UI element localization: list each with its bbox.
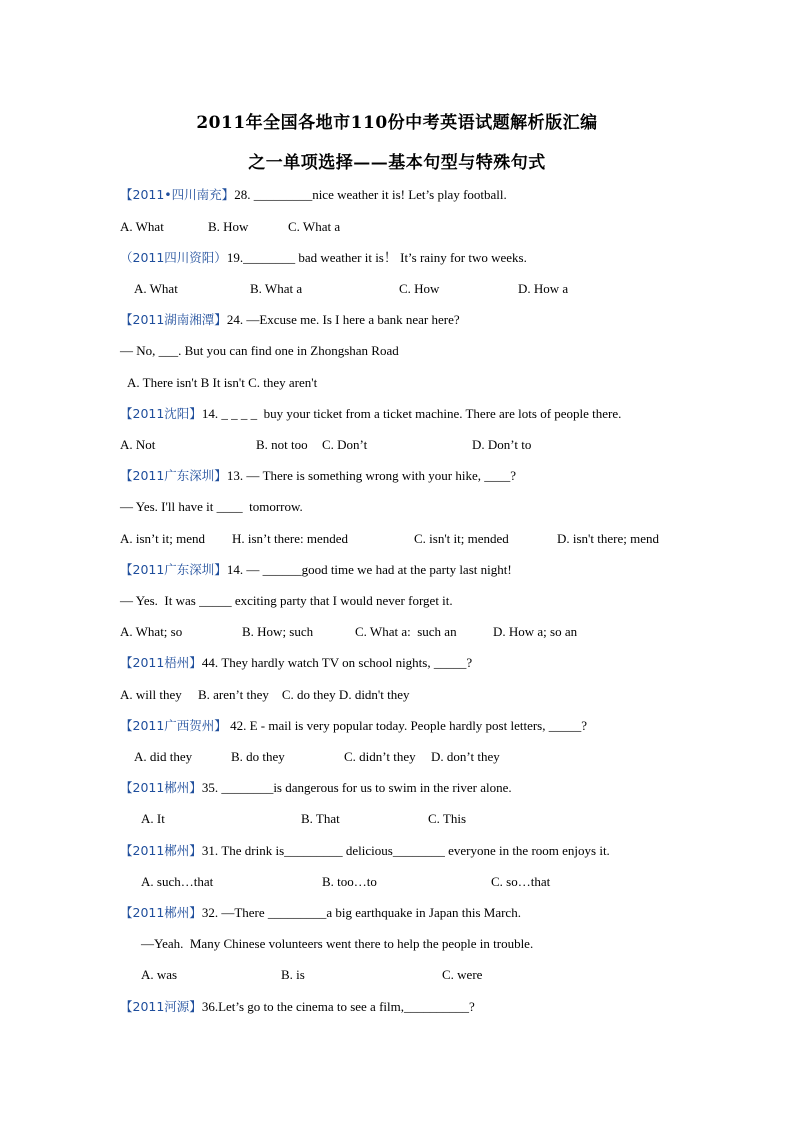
- option-d: D. isn't there; mend: [557, 531, 659, 546]
- question-source: 【2011郴州】: [120, 905, 202, 920]
- question-stem: 24. —Excuse me. Is I here a bank near here?: [226, 312, 460, 327]
- question-4-options: [120, 437, 532, 453]
- question-2: [120, 250, 527, 266]
- question-source: 【2011梧州】: [120, 655, 202, 670]
- question-stem: 14. — ______good time we had at the party last night!: [226, 562, 512, 577]
- option-b: B. do they: [231, 749, 285, 764]
- question-source: 【2011河源】: [120, 999, 202, 1014]
- question-source: 【2011郴州】: [120, 843, 202, 858]
- question-10-options: [120, 874, 551, 890]
- question-7: [120, 655, 472, 671]
- option-b: B. What a: [250, 281, 303, 296]
- option-a: A. isn’t it; mend: [120, 531, 205, 546]
- question-11-line2: —Yeah. Many Chinese volunteers went there to help the people in trouble.: [141, 936, 534, 951]
- option-a: A. What; so: [120, 624, 183, 639]
- question-stem: 13. — There is something wrong with your hike, ____?: [226, 468, 517, 483]
- question-source: 【2011广东深圳】: [120, 562, 227, 577]
- question-11-options: [120, 967, 483, 983]
- question-stem: 19.________ bad weather it is！ It’s rainy for two weeks.: [226, 250, 527, 265]
- question-6-line2: — Yes. It was _____ exciting party that I would never forget it.: [120, 593, 453, 608]
- question-source: 【2011广东深圳】: [120, 468, 227, 483]
- option-a: A. What: [120, 219, 164, 234]
- option-a: A. Not: [120, 437, 156, 452]
- option-a: A. It: [141, 811, 165, 826]
- question-5: [120, 468, 516, 484]
- option-b: B. is: [281, 967, 305, 982]
- option-c: C. What a: such an: [355, 624, 457, 639]
- question-1: [120, 187, 507, 203]
- question-10: [120, 843, 610, 859]
- option-b: B. too…to: [322, 874, 377, 889]
- option-a: A. such…that: [141, 874, 214, 889]
- document-title: 2011年全国各地市110份中考英语试题解析版汇编: [196, 113, 598, 133]
- question-3-options: A. There isn't B It isn't C. they aren't: [127, 375, 318, 390]
- question-2-options: [120, 281, 569, 297]
- option-c: C. were: [442, 967, 483, 982]
- question-8-options: [120, 749, 500, 765]
- question-11: [120, 905, 521, 921]
- question-stem: 44. They hardly watch TV on school nights, _____?: [201, 655, 473, 670]
- question-5-options: [120, 531, 659, 547]
- option-a: A. What: [134, 281, 178, 296]
- question-stem: 31. The drink is_________ delicious________ everyone in the room enjoys it.: [201, 843, 610, 858]
- question-source: （2011四川资阳）: [120, 250, 227, 265]
- question-source: 【2011郴州】: [120, 780, 202, 795]
- question-stem: 32. —There _________a big earthquake in Japan this March.: [201, 905, 521, 920]
- option-c: C. so…that: [491, 874, 551, 889]
- question-stem: 42. E - mail is very popular today. People hardly post letters, _____?: [226, 718, 588, 733]
- option-b: B. How; such: [242, 624, 314, 639]
- question-9: [120, 780, 512, 796]
- option-d: D. Don’t to: [472, 437, 532, 452]
- option-d: D. How a; so an: [493, 624, 578, 639]
- question-stem: 14. _ _ _ _ buy your ticket from a ticket machine. There are lots of people there.: [201, 406, 622, 421]
- question-12: [120, 999, 475, 1015]
- question-9-options: [120, 811, 467, 827]
- question-source: 【2011湖南湘潭】: [120, 312, 227, 327]
- option-c: C. This: [428, 811, 467, 826]
- option-c: C. Don’t: [322, 437, 368, 452]
- question-3: [120, 312, 460, 328]
- option-c: C. What a: [288, 219, 341, 234]
- option-b: B. That: [301, 811, 340, 826]
- question-8: [120, 718, 587, 734]
- option-c: C. didn’t they: [344, 749, 416, 764]
- question-source: 【2011沈阳】: [120, 406, 202, 421]
- question-6: [120, 562, 512, 578]
- option-a: A. was: [141, 967, 178, 982]
- option-d: D. How a: [518, 281, 569, 296]
- question-6-options: [120, 624, 578, 640]
- option-c: C. How: [399, 281, 440, 296]
- question-source: 【2011•四川南充】: [120, 187, 235, 202]
- option-a: A. did they: [134, 749, 193, 764]
- question-4: [120, 406, 621, 422]
- question-stem: 28. _________nice weather it is! Let’s play football.: [234, 187, 507, 202]
- question-7-options: A. will they B. aren’t they C. do they D. didn't they: [120, 687, 410, 702]
- question-1-options: [120, 219, 341, 235]
- question-3-line2: — No, ___. But you can find one in Zhongshan Road: [120, 343, 399, 358]
- option-b: H. isn’t there: mended: [232, 531, 349, 546]
- option-d: D. don’t they: [431, 749, 500, 764]
- option-b: B. How: [208, 219, 249, 234]
- option-c: C. isn't it; mended: [414, 531, 509, 546]
- question-stem: 36.Let’s go to the cinema to see a film,__________?: [201, 999, 475, 1014]
- document-subtitle: 之一单项选择——基本句型与特殊句式: [248, 153, 546, 173]
- question-source: 【2011广西贺州】: [120, 718, 227, 733]
- question-5-line2: — Yes. I'll have it ____ tomorrow.: [120, 499, 303, 514]
- question-stem: 35. ________is dangerous for us to swim in the river alone.: [201, 780, 512, 795]
- option-b: B. not too: [256, 437, 308, 452]
